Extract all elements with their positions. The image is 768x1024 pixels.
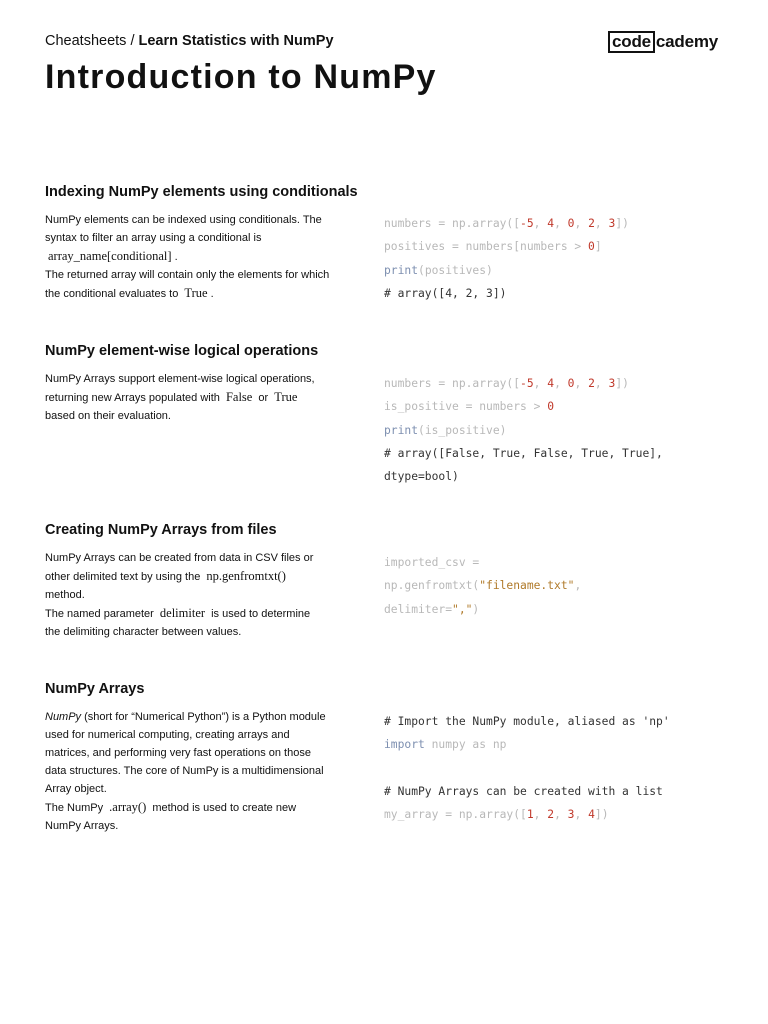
code-token: imported_csv = <box>384 556 480 569</box>
desc-text: Array object. <box>45 783 107 795</box>
code-token: , <box>594 377 609 390</box>
code-token: -5 <box>520 377 534 390</box>
code-token: , <box>554 217 568 230</box>
code-line <box>384 442 744 465</box>
code-token: 0 <box>567 217 575 230</box>
code-token: numbers = np.array([ <box>384 377 521 390</box>
desc-text: NumPy Arrays support element-wise logical operations, <box>45 373 315 385</box>
desc-text: NumPy Arrays can be created from data in CSV files or <box>45 552 314 564</box>
code-line <box>384 235 744 258</box>
section-heading: Creating NumPy Arrays from files <box>45 522 277 538</box>
code-token: is_positive = numbers > <box>384 400 548 414</box>
code-token: ]) <box>594 808 609 822</box>
code-block <box>384 710 744 826</box>
code-token: 4 <box>547 377 555 390</box>
code-token: , <box>554 808 568 822</box>
code-token: 3 <box>608 377 616 390</box>
code-token: 2 <box>588 217 595 230</box>
inline-code: array_name[conditional] <box>48 249 172 263</box>
code-token: , <box>533 217 548 230</box>
code-token: -5 <box>520 217 534 230</box>
code-token: import <box>384 738 425 752</box>
section-heading: Indexing NumPy elements using conditionals <box>45 184 358 200</box>
codecademy-logo[interactable] <box>608 31 718 53</box>
code-token: # array([4, 2, 3]) <box>384 286 507 300</box>
inline-code: delimiter <box>159 606 206 620</box>
inline-code: True <box>274 390 298 404</box>
code-line <box>384 598 744 621</box>
code-block <box>384 551 744 621</box>
code-token: ) <box>472 602 480 616</box>
code-token: , <box>574 217 589 230</box>
desc-text: is used to determine <box>211 608 311 620</box>
code-line <box>384 282 744 305</box>
code-token: (positives) <box>418 263 493 277</box>
desc-text: . <box>174 251 178 263</box>
code-token: , <box>574 377 589 390</box>
desc-text: other delimited text by using the <box>45 571 201 583</box>
inline-code: np.genfromtxt() <box>206 569 286 583</box>
code-token: ]) <box>615 377 629 390</box>
code-token: , <box>594 217 609 230</box>
code-token: my_array = np.array([ <box>384 808 527 822</box>
desc-text: method is used to create new <box>152 802 297 814</box>
section-indexing-conditionals <box>45 184 735 300</box>
desc-text: NumPy Arrays. <box>45 820 119 832</box>
section-description <box>45 370 335 425</box>
code-line <box>384 803 744 826</box>
code-token: # Import the NumPy module, aliased as 'np' <box>384 715 670 728</box>
code-token: print <box>384 263 419 277</box>
code-token: 0 <box>588 240 595 254</box>
code-token: , <box>574 808 589 822</box>
code-block <box>384 212 744 305</box>
code-token: numpy as np <box>424 738 507 752</box>
code-token: np.genfromtxt( <box>384 579 480 593</box>
code-token: "," <box>452 602 473 616</box>
code-token: (is_positive) <box>418 423 507 437</box>
desc-text: The returned array will contain only the elements for which the conditional evaluates to <box>45 269 330 300</box>
code-token: ] <box>594 240 602 254</box>
desc-text: used for numerical computing, creating arrays and <box>45 729 290 741</box>
code-token: ]) <box>615 217 629 230</box>
breadcrumb-current: Learn Statistics with NumPy <box>138 33 334 49</box>
code-line <box>384 212 744 235</box>
code-token: 2 <box>547 808 555 822</box>
section-arrays-from-files <box>45 522 735 638</box>
section-heading: NumPy Arrays <box>45 681 145 697</box>
code-line <box>384 372 744 395</box>
desc-text: data structures. The core of NumPy is a multidimensional <box>45 765 324 777</box>
desc-text: matrices, and performing very fast operations on those <box>45 747 311 759</box>
desc-text: NumPy elements can be indexed using conditionals. The syntax to filter an array using a conditional is <box>45 214 322 244</box>
code-line <box>384 710 744 733</box>
code-token: delimiter= <box>384 602 453 616</box>
code-token: numbers = np.array([ <box>384 217 521 230</box>
code-token: , <box>574 579 582 593</box>
desc-text: based on their evaluation. <box>45 410 171 422</box>
code-line <box>384 574 744 597</box>
inline-code: True <box>184 286 208 300</box>
code-line <box>384 395 744 418</box>
desc-text: returning new Arrays populated with <box>45 392 220 404</box>
code-token: , <box>533 808 548 822</box>
inline-code: .array() <box>109 800 147 814</box>
section-heading: NumPy element-wise logical operations <box>45 343 319 359</box>
code-line <box>384 780 744 803</box>
code-token: 4 <box>588 808 595 822</box>
code-token: print <box>384 423 419 437</box>
code-token: , <box>554 377 568 390</box>
desc-text: The named parameter <box>45 608 154 620</box>
inline-code: False <box>225 390 253 404</box>
logo-text: cademy <box>655 32 719 51</box>
section-description <box>45 708 335 835</box>
code-token: "filename.txt" <box>479 579 575 593</box>
code-line <box>384 757 744 780</box>
desc-text: (short for “Numerical Python”) is a Python module <box>84 711 326 723</box>
desc-text-italic: NumPy <box>45 711 82 723</box>
code-token: positives = numbers[numbers > <box>384 240 589 254</box>
code-token: 2 <box>588 377 595 390</box>
code-line <box>384 465 744 488</box>
code-token: 1 <box>526 808 534 822</box>
section-description <box>45 211 335 303</box>
code-block <box>384 372 744 488</box>
desc-text: The NumPy <box>45 802 104 814</box>
code-token: , <box>533 377 548 390</box>
breadcrumb <box>45 33 334 49</box>
code-token: dtype=bool) <box>384 470 459 484</box>
section-numpy-arrays <box>45 681 735 832</box>
code-token: 3 <box>608 217 616 230</box>
code-line <box>384 551 744 574</box>
code-line <box>384 733 744 756</box>
desc-text: method. <box>45 589 85 601</box>
code-token: 0 <box>567 377 575 390</box>
code-line <box>384 259 744 282</box>
code-token: # NumPy Arrays can be created with a list <box>384 784 663 798</box>
breadcrumb-parent-link[interactable]: Cheatsheets / <box>45 33 135 49</box>
section-description <box>45 549 335 641</box>
section-logical-operations <box>45 343 735 484</box>
logo-boxed-text: code <box>608 31 655 53</box>
code-token: 0 <box>547 400 555 414</box>
desc-text: the delimiting character between values. <box>45 626 242 638</box>
code-token: 4 <box>547 217 555 230</box>
code-token: # array([False, True, False, True, True], <box>384 446 663 460</box>
code-line <box>384 419 744 442</box>
desc-text: or <box>258 392 269 404</box>
code-token: 3 <box>567 808 575 822</box>
page-title: Introduction to NumPy <box>45 58 437 96</box>
desc-text: . <box>210 288 214 300</box>
